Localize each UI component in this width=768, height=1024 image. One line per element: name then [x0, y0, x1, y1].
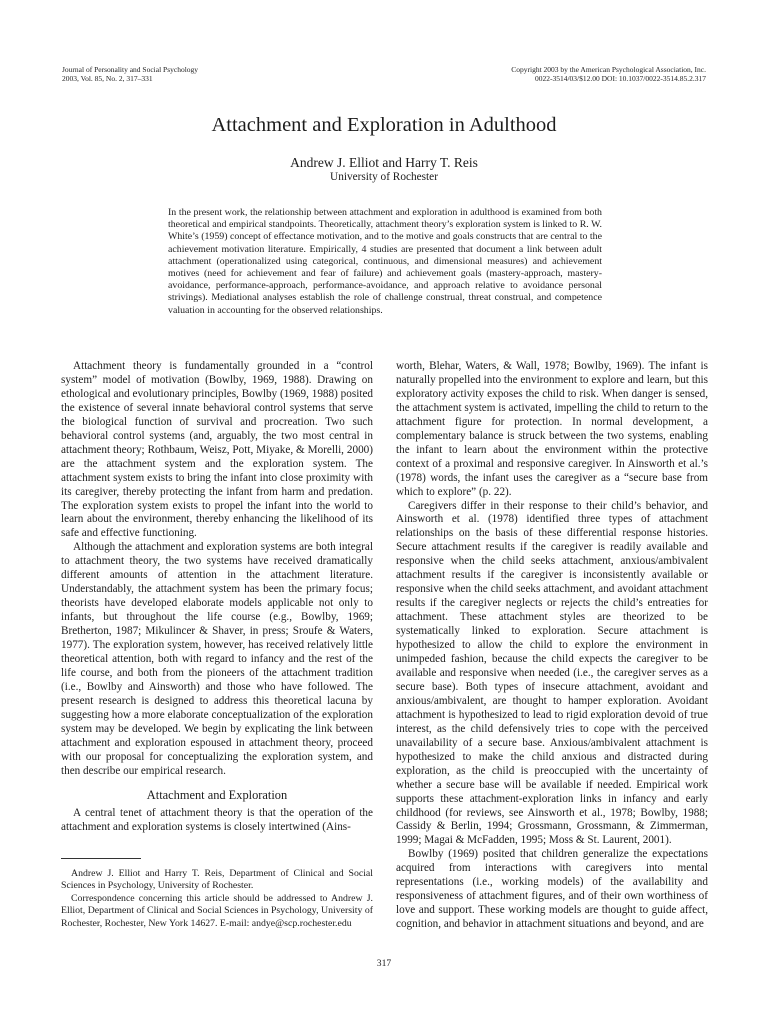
copyright-notice: [511, 66, 706, 83]
body-paragraph: A central tenet of attachment theory is that the operation of the attachment and exploration systems is closely intertwined (Ains-: [61, 806, 373, 833]
body-paragraph: Caregivers differ in their response to their child’s behavior, and Ainsworth et al. (1978) identified three types of attachment relationships on the basis of these differential response histories. Secure attachment results if the caregiver is readily available and responsive when the child seeks attachment, anxious/ambivalent attachment results if the caregiver is inconsistently available or responsive when the child seeks attachment, and avoidant attachment results if the caregiver neglects or rejects the child’s entreaties for attachment. These attachment styles are theorized to be systematically linked to exploration. Secure attachment is hypothesized to allow the child to explore the environment in unimpeded fashion, because the child expects the caregiver to be available and responsive when needed (i.e., the caregiver serves as a secure base). Both types of insecure attachment, avoidant and anxious/ambivalent, are thought to hamper exploration. Avoidant attachment is hypothesized to lead to rigid exploration devoid of true interest, as the child defensively tries to cope with the perceived unavailability of a secure base. Anxious/ambivalent attachment is hypothesized to make the child anxious and distracted during exploration, as the child is preoccupied with the uncertainty of whether a secure base will be available if needed. Empirical work supports these attachment-exploration links in infancy and early childhood (for reviews, see Ainsworth et al., 1978; Bowlby, 1988; Cassidy & Berlin, 1994; Grossmann, Grossmann, & Zimmerman, 1999; Magai & McFadden, 1995; Moss & St. Laurent, 2001).: [396, 499, 708, 847]
section-heading: Attachment and Exploration: [146, 787, 288, 802]
body-paragraph: Attachment theory is fundamentally grounded in a “control system” model of motivation (Bowlby, 1969, 1988). Drawing on ethological and evolutionary principles, Bowlby (1969, 1988) posited the existence of several innate behavioral control systems that serve the biological function of survival and procreation. Two such behavioral control systems (and, arguably, the two most central in attachment theory; Rothbaum, Weisz, Pott, Miyake, & Morelli, 2000) are the attachment system and the exploration system. The attachment system exists to bring the infant into close proximity with its caregiver, thereby protecting the infant from harm and predation. The exploration system exists to propel the infant into the world to learn about the environment, thereby enhancing the likelihood of its safe and effective functioning.: [61, 360, 373, 540]
journal-name: Journal of Personality and Social Psychology: [62, 65, 199, 74]
footnote-divider: [61, 858, 141, 859]
doi-line: 0022-3514/03/$12.00 DOI: 10.1037/0022-3514.85.2.317: [534, 73, 706, 83]
right-column: [396, 360, 708, 932]
correspondence-note: Correspondence concerning this article should be addressed to Andrew J. Elliot, Department of Clinical and Social Sciences in Psychology, University of Rochester, Rochester, New York 14627. E-mail: andye@scp.rochester.edu: [61, 892, 373, 929]
page-number: 317: [376, 958, 392, 969]
copyright-line: Copyright 2003 by the American Psychological Association, Inc.: [511, 65, 706, 74]
journal-volume: 2003, Vol. 85, No. 2, 317–331: [62, 73, 153, 83]
footnotes: [61, 868, 373, 930]
journal-citation: [62, 66, 198, 83]
body-paragraph: Although the attachment and exploration systems are both integral to attachment theory, the two systems have received dramatically different amounts of attention in the attachment literature. Understandably, the attachment system has been the primary focus; theorists have developed elaborate models applicable not only to infants, but throughout the life course (e.g., Bowlby, 1969; Bretherton, 1987; Mikulincer & Shaver, in press; Sroufe & Waters, 1977). The exploration system, however, has received relatively little theoretical attention, both with regard to infancy and the rest of the life course, and both from the pioneers of the attachment tradition (i.e., Bowlby and Ainsworth) and those who have followed. The present research is designed to address this theoretical lacuna by suggesting how a more elaborate conceptualization of the exploration system may be developed. We begin by explicating the link between attachment and exploration espoused in attachment theory, proceed with our proposal for conceptualizing the exploration system, and then describe our empirical research.: [61, 541, 373, 777]
article-title: Attachment and Exploration in Adulthood: [211, 114, 557, 136]
abstract: In the present work, the relationship between attachment and exploration in adulthood is examined from both theoretical and empirical standpoints. Theoretically, attachment theory’s exploration system is linked to R. W. White’s (1959) concept of effectance motivation, and to the motive and goals constructs that are central to the achievement motivation literature. Empirically, 4 studies are presented that document a link between adult attachment (operationalized using categorical, continuous, and dimensional measures) and achievement motives (need for achievement and fear of failure) and achievement goals (mastery-approach, mastery-avoidance, performance-approach, performance-avoidance, and approach relative to avoidance personal strivings). Mediational analyses establish the role of challenge construal, threat construal, and competence valuation in accounting for the observed relationships.: [168, 207, 602, 316]
article-authors: Andrew J. Elliot and Harry T. Reis: [290, 155, 478, 170]
body-paragraph: worth, Blehar, Waters, & Wall, 1978; Bowlby, 1969). The infant is naturally propelled into the environment to explore and learn, but this exploratory activity exposes the child to risk. When danger is sensed, the attachment system is activated, impelling the child to return to the attachment figure for protection. In normal development, a complementary balance is struck between the two systems, enabling the infant to learn about the environment within the protective context of a proximal and responsive caregiver. In Ainsworth et al.’s (1978) words, the infant uses the caregiver as a “secure base from which to explore” (p. 22).: [396, 360, 708, 498]
author-affiliation: University of Rochester: [330, 171, 438, 183]
left-column: [61, 360, 373, 835]
body-paragraph: Bowlby (1969) posited that children generalize the expectations acquired from interactions with caregivers into mental representations (i.e., working models) of the availability and responsiveness of attachment figures, and of their own worthiness of love and support. These working models are thought to guide affect, cognition, and behavior in attachment situations and beyond, and are: [396, 848, 708, 931]
author-note: Andrew J. Elliot and Harry T. Reis, Department of Clinical and Social Sciences in Psychology, University of Rochester.: [61, 868, 373, 892]
